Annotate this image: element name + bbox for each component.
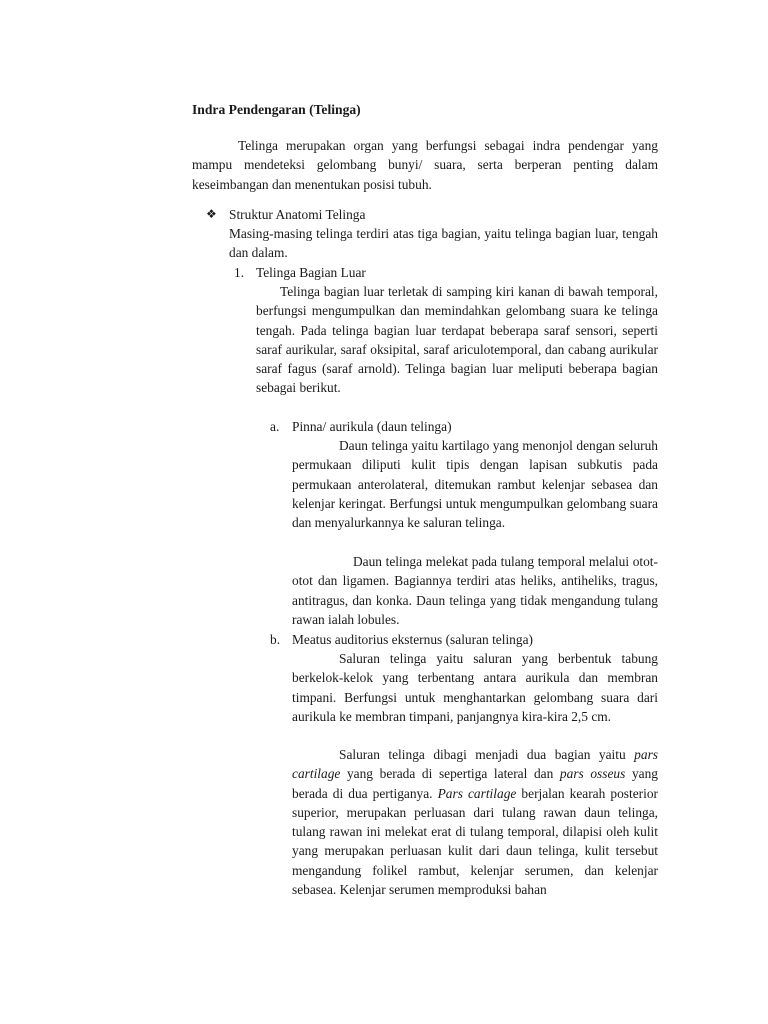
bullet-heading-label: Struktur Anatomi Telinga — [229, 207, 366, 222]
list-letter: b. — [270, 632, 281, 647]
italic-term: pars cartilage — [292, 747, 658, 782]
text-run: yang berada di sepertiga lateral dan — [340, 766, 560, 782]
list-item-b-label: Meatus auditorius eksternus (saluran telinga) — [292, 632, 533, 647]
list-item-a-label: Pinna/ aurikula (daun telinga) — [292, 419, 452, 434]
item-b-paragraph-2 — [292, 745, 658, 899]
italic-term: pars osseus — [559, 766, 626, 782]
item-a-paragraph-1: Daun telinga yaitu kartilago yang menonjol dengan seluruh permukaan diliputi kulit tipis dengan lapisan subkutis pada permukaan anterolateral, ditemukan rambut kelenjar sebasea dan kelenjar keringat. Berfungsi untuk mengumpulkan gelombang suara dan menyalurkannya ke saluran telinga. — [292, 438, 658, 531]
list-letter: a. — [270, 419, 280, 434]
numbered-heading-label: Telinga Bagian Luar — [256, 265, 366, 280]
text-run: berjalan kearah posterior superior, merupakan perluasan dari tulang rawan daun telinga, tulang rawan ini melekat erat di tulang temporal, dilapisi oleh kulit yang merupakan perluasan kulit dari daun telinga, kulit tersebut mengandung folikel rambut, kelenjar serumen, dan kelenjar sebasea. Kelenjar serumen memproduksi bahan — [292, 785, 658, 898]
bullet-body-paragraph: Masing-masing telinga terdiri atas tiga bagian, yaitu telinga bagian luar, tengah dan dalam. — [229, 226, 658, 261]
item-a-paragraph-2: Daun telinga melekat pada tulang temporal melalui otot-otot dan ligamen. Bagiannya terdiri atas heliks, antiheliks, tragus, antitragus, dan konka. Daun telinga yang tidak mengandung tulang rawan ialah lobules. — [292, 554, 658, 627]
text-run: Saluran telinga dibagi menjadi dua bagian yaitu — [339, 747, 635, 762]
diamond-bullet-icon: ❖ — [206, 207, 217, 221]
list-number: 1. — [234, 265, 245, 280]
intro-paragraph: Telinga merupakan organ yang berfungsi sebagai indra pendengar yang mampu mendeteksi gelombang bunyi/ suara, serta berperan penting dalam keseimbangan dan menentukan posisi tubuh. — [192, 138, 658, 192]
italic-term: Pars cartilage — [437, 785, 517, 801]
item-b-paragraph-1: Saluran telinga yaitu saluran yang berbentuk tabung berkelok-kelok yang terbentang antara aurikula dan membran timpani. Berfungsi untuk menghantarkan gelombang suara dari aurikula ke membran timpani, panjangnya kira-kira 2,5 cm. — [292, 651, 658, 724]
text-run: yang berada di dua pertiganya. — [292, 766, 658, 801]
section1-paragraph: Telinga bagian luar terletak di samping kiri kanan di bawah temporal, berfungsi mengumpulkan dan memindahkan gelombang suara ke telinga tengah. Pada telinga bagian luar terdapat beberapa saraf sensori, seperti saraf aurikular, saraf oksipital, saraf ariculotemporal, dan cabang aurikular saraf fagus (saraf arnold). Telinga bagian luar meliputi beberapa bagian sebagai berikut. — [256, 284, 658, 396]
document-title: Indra Pendengaran (Telinga) — [192, 102, 361, 117]
